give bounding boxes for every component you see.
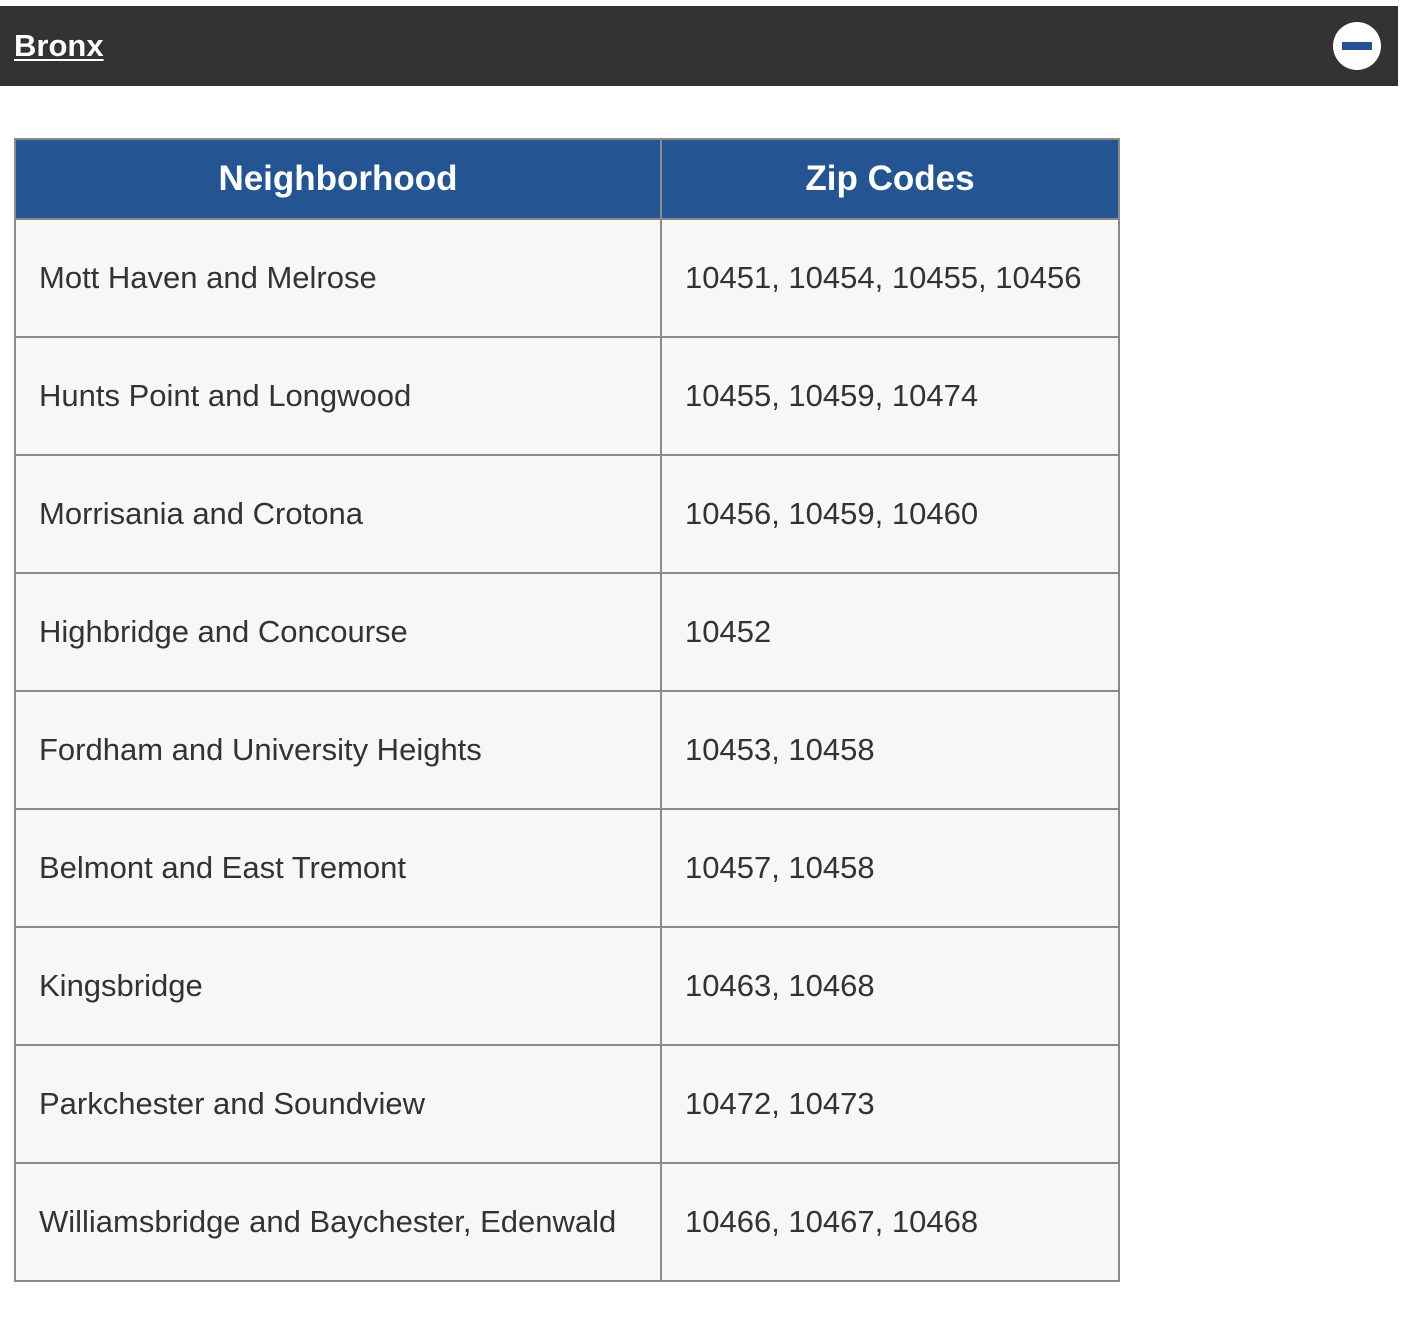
zip-codes-cell: 10452 [661, 573, 1119, 691]
neighborhood-zip-table [14, 138, 1120, 1282]
accordion-header[interactable] [0, 6, 1398, 86]
table-row [15, 573, 1119, 691]
table-row [15, 1045, 1119, 1163]
column-header-zip-codes: Zip Codes [661, 139, 1119, 219]
table-row [15, 691, 1119, 809]
zip-codes-cell: 10472, 10473 [661, 1045, 1119, 1163]
table-row [15, 219, 1119, 337]
zip-codes-cell: 10463, 10468 [661, 927, 1119, 1045]
neighborhood-cell: Kingsbridge [15, 927, 661, 1045]
neighborhood-cell: Hunts Point and Longwood [15, 337, 661, 455]
collapse-toggle-button[interactable] [1333, 22, 1381, 70]
neighborhood-cell: Parkchester and Soundview [15, 1045, 661, 1163]
accordion-title-link[interactable]: Bronx [14, 28, 104, 63]
minus-icon [1342, 42, 1372, 50]
zip-codes-cell: 10466, 10467, 10468 [661, 1163, 1119, 1281]
neighborhood-cell: Williamsbridge and Baychester, Edenwald [15, 1163, 661, 1281]
zip-codes-cell: 10456, 10459, 10460 [661, 455, 1119, 573]
zip-codes-cell: 10451, 10454, 10455, 10456 [661, 219, 1119, 337]
table-row [15, 927, 1119, 1045]
table-row [15, 1163, 1119, 1281]
table-row [15, 455, 1119, 573]
neighborhood-cell: Belmont and East Tremont [15, 809, 661, 927]
neighborhood-cell: Morrisania and Crotona [15, 455, 661, 573]
table-header-row [15, 139, 1119, 219]
zip-codes-cell: 10453, 10458 [661, 691, 1119, 809]
table-row [15, 809, 1119, 927]
neighborhood-cell: Fordham and University Heights [15, 691, 661, 809]
column-header-neighborhood: Neighborhood [15, 139, 661, 219]
zip-codes-cell: 10455, 10459, 10474 [661, 337, 1119, 455]
zip-codes-cell: 10457, 10458 [661, 809, 1119, 927]
neighborhood-cell: Highbridge and Concourse [15, 573, 661, 691]
table-row [15, 337, 1119, 455]
neighborhood-cell: Mott Haven and Melrose [15, 219, 661, 337]
